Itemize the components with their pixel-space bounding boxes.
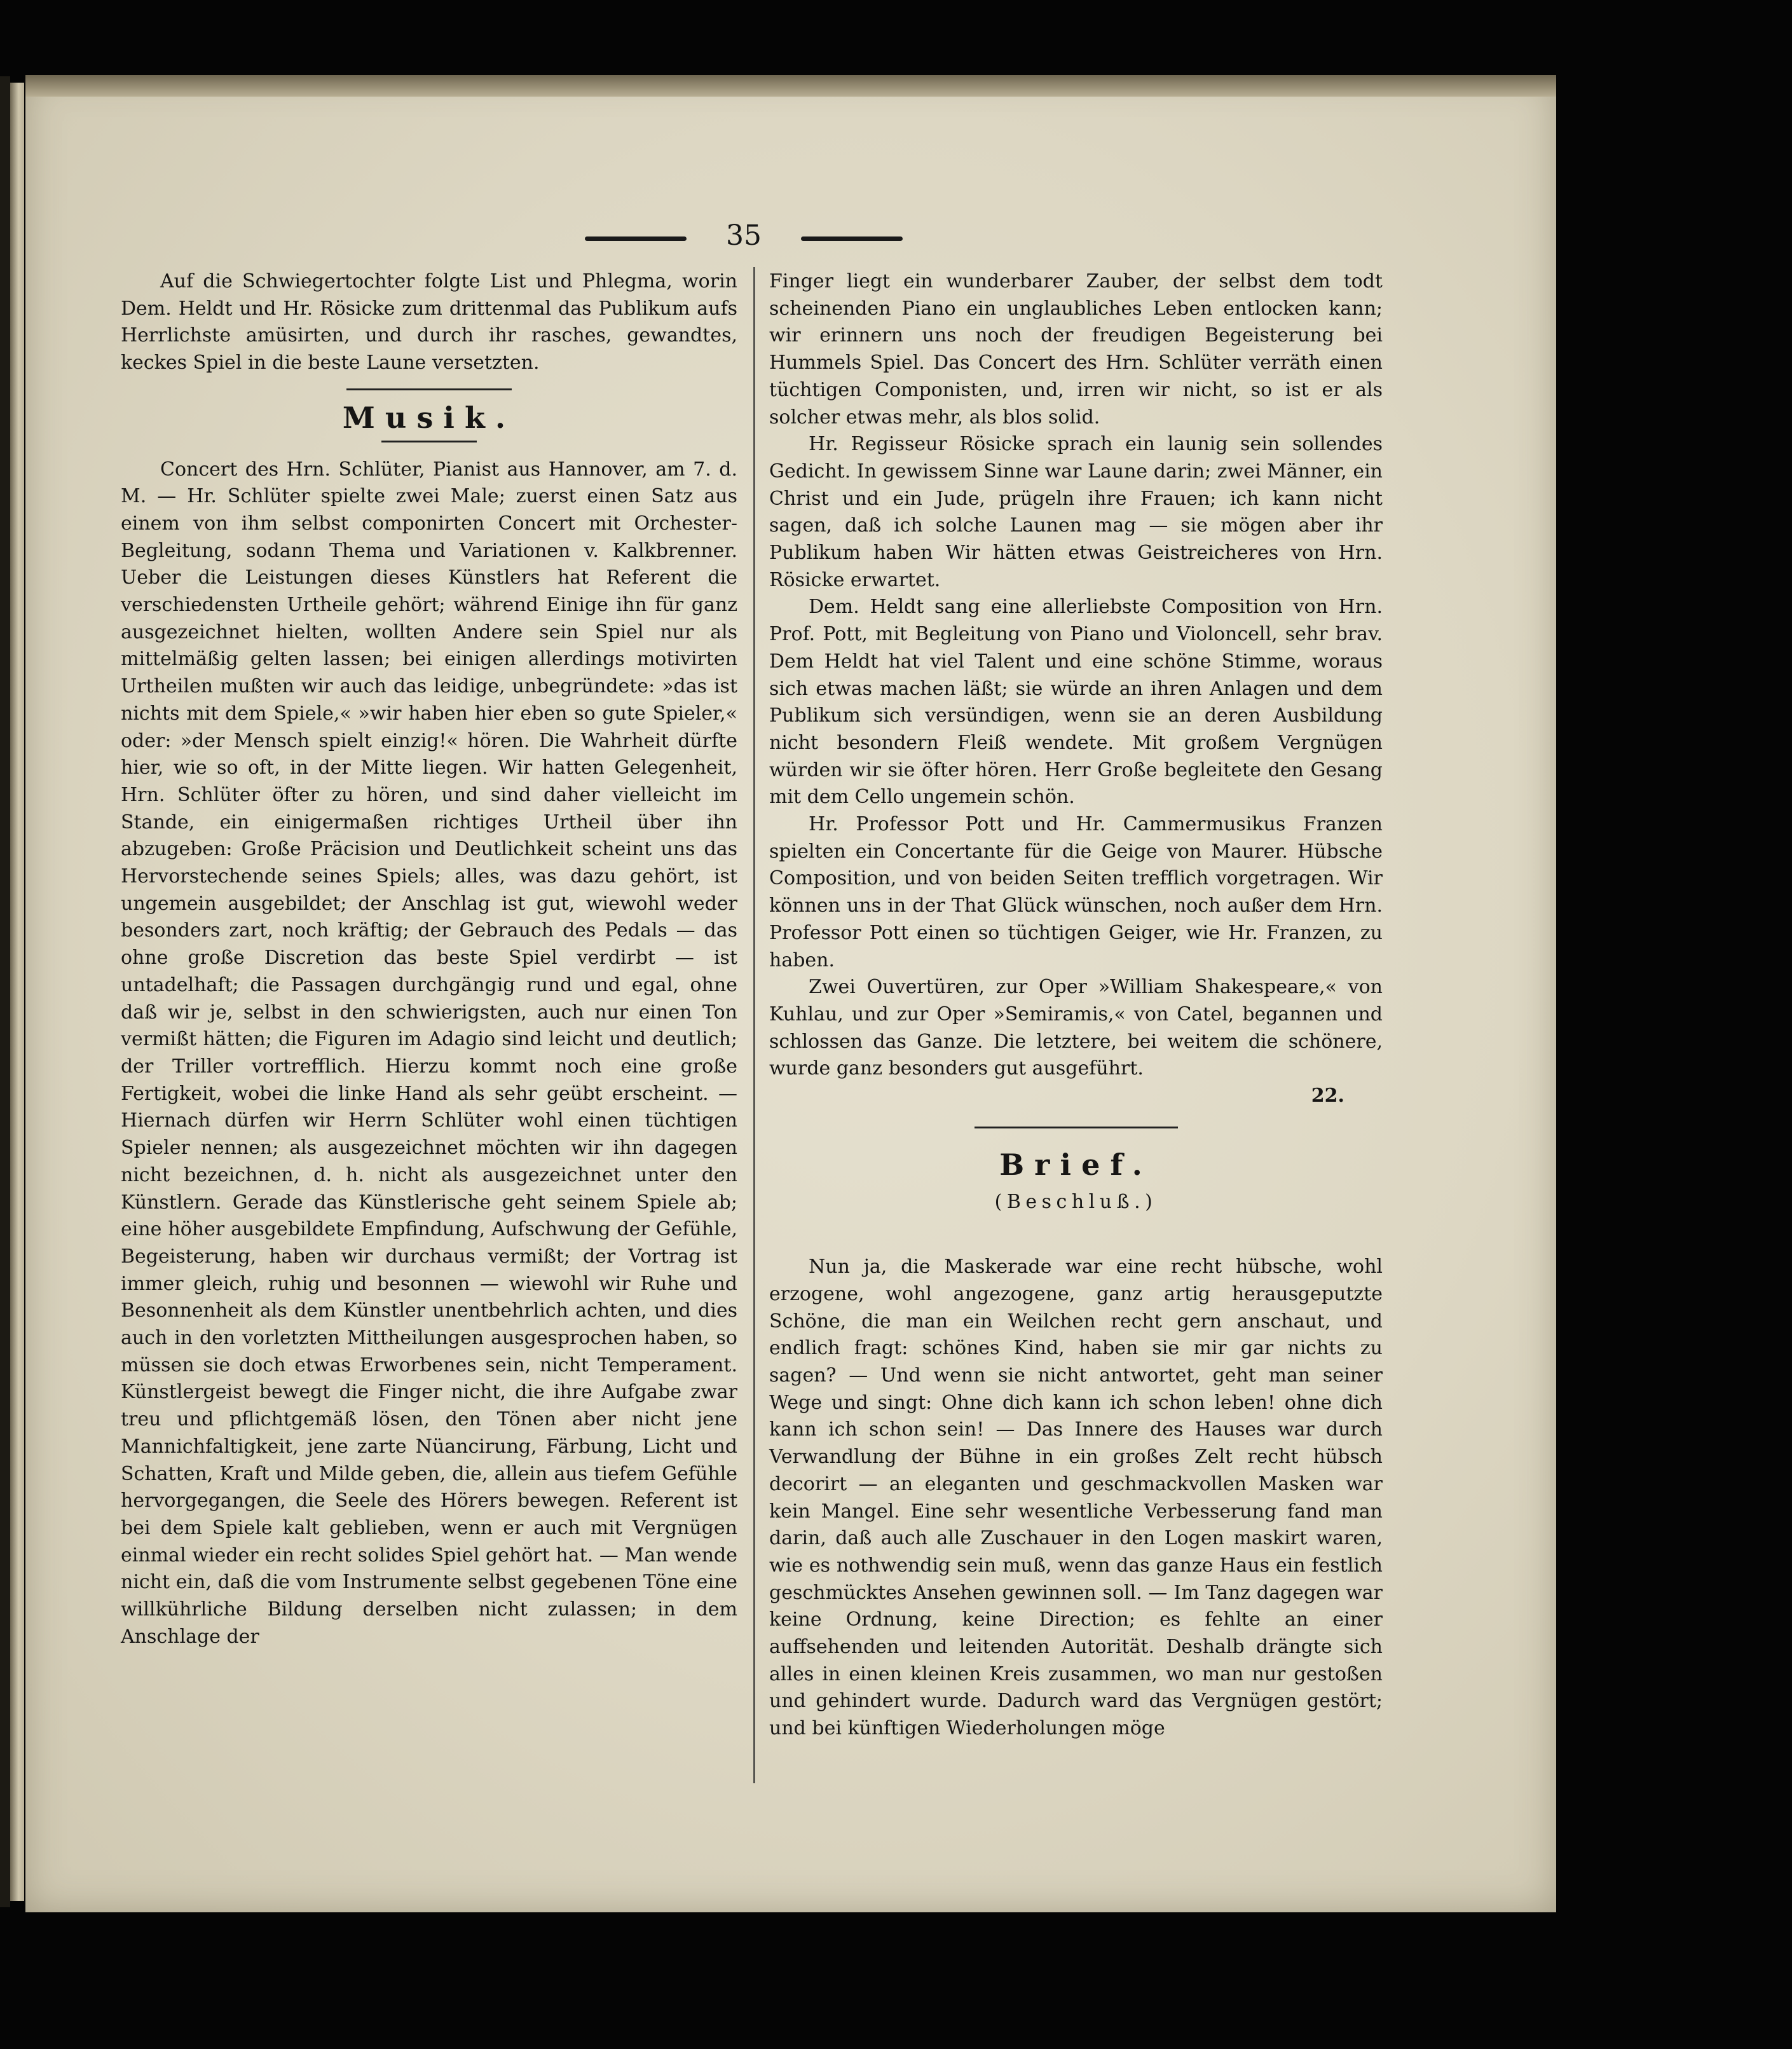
paragraph-ouvertueren: Zwei Ouvertüren, zur Oper »William Shakespeare,« von Kuhlau, und zur Oper »Semiramis,« von Catel, begannen und schlossen das Ganze. Die letztere, bei weitem die schönere, wurde ganz besonders gut ausgeführt. [769,976,1383,1080]
book-binding-edge [0,76,10,1907]
paragraph-pott: Hr. Professor Pott und Hr. Cammermusikus Franzen spielten ein Concertante für die Geige von Maurer. Hübsche Composition, und von beiden Seiten trefflich vorgetragen. Wir können uns in der That Glück wünschen, noch außer dem Hrn. Professor Pott einen so tüchtigen Geiger, wie Hr. Franzen, zu haben. [769,813,1383,971]
musik-paragraph: Concert des Hrn. Schlüter, Pianist aus Hannover, am 7. d. M. — Hr. Schlüter spielte zwei Male; zuerst einen Satz aus einem von ihm selbst componirten Concert mit Orchester-Begleitung, sodann Thema und Variationen v. Kalkbrenner. Ueber die Leistungen dieses Künstlers hat Referent die verschiedensten Urtheile gehört; während Einige ihn für ganz ausgezeichnet hielten, wollten Andere sein Spiel nur als mittelmäßig gelten lassen; bei einigen allerdings motivirten Urtheilen mußten wir auch das leidige, unbegründete: »das ist nichts mit dem Spiele,« »wir haben hier eben so gute Spieler,« oder: »der Mensch spielt einzig!« hören. Die Wahrheit dürfte hier, wie so oft, in der Mitte liegen. Wir hatten Gelegenheit, Hrn. Schlüter öfter zu hören, und sind daher vielleicht im Stande, ein einigermaßen richtiges Urtheil über ihn abzugeben: Große Präcision und Deutlichkeit scheint uns das Hervorstechende seines Spiels; alles, was dazu gehört, ist ungemein ausgebildet; der Anschlag ist gut, wiewohl weder besonders zart, noch kräftig; der Gebrauch des Pedals — das ohne große Discretion das beste Spiel verdirbt — ist untadelhaft; die Passagen durchgängig rund und egal, ohne daß wir je, selbst in den schwierigsten, auch nur einen Ton vermißt hätten; die Figuren im Adagio sind leicht und deutlich; der Triller vortrefflich. Hierzu kommt noch eine große Fertigkeit, wobei die linke Hand als sehr geübt erscheint. — Hiernach dürfen wir Herrn Schlüter wohl einen tüchtigen Spieler nennen; als ausgezeichnet möchten wir ihn dagegen nicht bezeichnen, d. h. nicht als ausgezeichnet unter den Künstlern. Gerade das Künstlerische geht seinem Spiele ab; eine höher ausgebildete Empfindung, Aufschwung der Gefühle, Begeisterung, haben wir durchaus vermißt; der Vortrag ist immer gleich, ruhig und besonnen — wiewohl wir Ruhe und Besonnenheit als dem Künstler unentbehrlich achten, und dies auch in den vorletzten Mittheilungen ausgesprochen haben, so müssen sie doch etwas Erworbenes sein, nicht Temperament. Künstlergeist bewegt die Finger nicht, die ihre Aufgabe zwar treu und pflichtgemäß lösen, den Tönen aber nicht jene Mannichfaltigkeit, jene zarte Nüancirung, Färbung, Licht und Schatten, Kraft und Milde geben, die, allein aus tiefem Gefühle hervorgegangen, die Seele des Hörers bewegen. Referent ist bei dem Spiele kalt geblieben, wenn er auch mit Vergnügen einmal wieder ein recht solides Spiel gehört hat. — Man wende nicht ein, daß die vom Instrumente selbst gegebenen Töne eine willkührliche Bildung derselben nicht zulassen; in dem Anschlage der [121,458,737,1648]
section-divider [975,1127,1178,1128]
paragraph-roesicke: Hr. Regisseur Rösicke sprach ein launig sein sollendes Gedicht. In gewissem Sinne war Laune darin; zwei Männer, ein Christ und ein Jude, prügeln ihre Frauen; ich kann nicht sagen, daß ich solche Launen mag — sie mögen aber ihr Publikum haben Wir hätten etwas Geistreicheres von Hrn. Rösicke erwartet. [769,433,1383,591]
brief-paragraph: Nun ja, die Maskerade war eine recht hübsche, wohl erzogene, wohl angezogene, ganz artig herausgeputzte Schöne, die man ein Weilchen recht gern anschaut, und endlich fragt: schönes Kind, haben sie mir gar nichts zu sagen? — Und wenn sie nicht antwortet, geht man seiner Wege und singt: Ohne dich kann ich schon leben! ohne dich kann ich schon sein! — Das Innere des Hauses war durch Verwandlung der Bühne in ein großes Zelt recht hübsch decorirt — an eleganten und geschmackvollen Masken war kein Mangel. Eine sehr wesentliche Verbesserung fand man darin, daß auch alle Zuschauer in den Logen maskirt waren, wie es nothwendig sein muß, wenn das ganze Haus ein festlich geschmücktes Ansehen gewinnen soll. — Im Tanz dagegen war keine Ordnung, keine Direction; es fehlte an einer auffsehenden und leitenden Autorität. Deshalb drängte sich alles in einen kleinen Kreis zusammen, wo man nur gestoßen und gehindert wurde. Dadurch ward das Vergnügen gestört; und bei künftigen Wiederholungen möge [769,1256,1383,1740]
continued-paragraph: Finger liegt ein wunderbarer Zauber, der selbst dem todt scheinenden Piano ein unglaubliches Leben entlocken kann; wir erinnern uns noch der freudigen Begeisterung bei Hummels Spiel. Das Concert des Hrn. Schlüter verräth einen tüchtigen Componisten, und, irren wir nicht, so ist er als solcher etwas mehr, als blos solid. [769,270,1383,428]
header-ornament-right [801,236,903,241]
section-subtitle: (Beschluß.) [994,1190,1158,1213]
header-ornament-left [585,236,687,241]
left-column [121,268,737,1650]
page-top-edge [25,75,1556,97]
intro-paragraph: Auf die Schwiegertochter folgte List und Phlegma, worin Dem. Heldt und Hr. Rösicke zum drittenmal das Publikum aufs Herrlichste amüsirten, und durch ihr rasches, gewandtes, keckes Spiel in die beste Laune versetzten. [121,270,737,374]
column-divider [753,267,755,1783]
previous-page-edge [10,83,24,1901]
section-title-musik: Musik. [342,400,516,435]
right-column [769,268,1383,1743]
page-header [585,219,903,264]
author-signature: 22. [1311,1085,1344,1107]
paragraph-heldt: Dem. Heldt sang eine allerliebste Composition von Hrn. Prof. Pott, mit Begleitung von Piano und Violoncell, sehr brav. Dem Heldt hat viel Talent und eine schöne Stimme, woraus sich etwas machen läßt; sie würde an ihren Anlagen und dem Publikum sich versündigen, wenn sie an deren Ausbildung nicht besondern Fleiß wendete. Mit großem Vergnügen würden wir sie öfter hören. Herr Große begleitete den Gesang mit dem Cello ungemein schön. [769,596,1383,809]
section-title-brief: Brief. [999,1147,1152,1182]
section-divider [346,388,512,390]
page-number: 35 [726,219,762,252]
title-underline [381,441,477,442]
